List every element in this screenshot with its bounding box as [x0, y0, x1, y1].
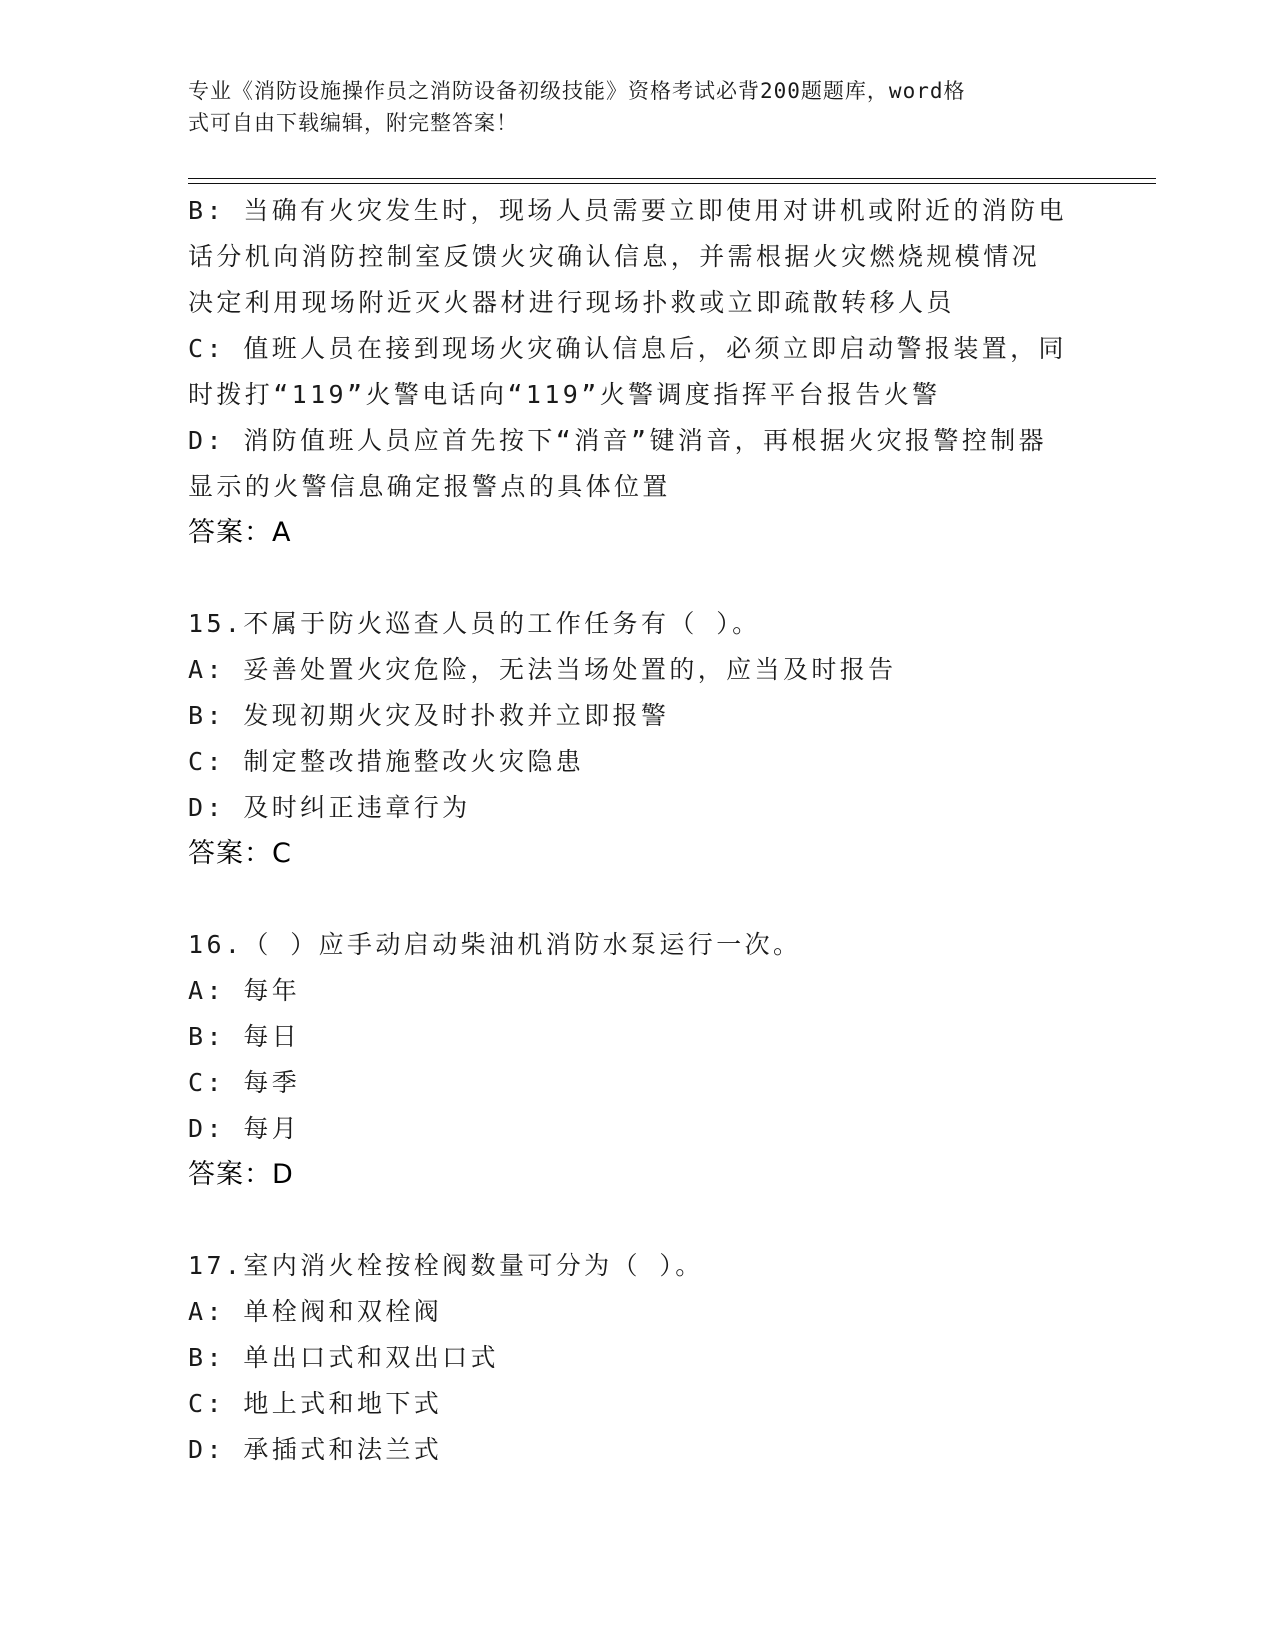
header-divider-top [188, 178, 1156, 179]
answer-text: 答案：D [188, 1159, 294, 1190]
option-a: A: 单栓阀和双栓阀 [188, 1297, 443, 1326]
option-b: B: 发现初期火灾及时扑救并立即报警 [188, 701, 670, 730]
question-stem: 17.室内消火栓按栓阀数量可分为（ ）。 [188, 1251, 704, 1280]
question-stem: 16.（ ）应手动启动柴油机消防水泵运行一次。 [188, 930, 802, 959]
option-c: C: 地上式和地下式 [188, 1389, 443, 1418]
header-title-line-1: 专业《消防设施操作员之消防设备初级技能》资格考试必背200题题库，word格 [188, 79, 966, 103]
option-a: A: 每年 [188, 976, 301, 1005]
header-divider-bottom [188, 183, 1156, 184]
option-b-line-1: B: 当确有火灾发生时，现场人员需要立即使用对讲机或附近的消防电 [188, 196, 1067, 225]
option-b: B: 每日 [188, 1022, 301, 1051]
spacer [188, 1198, 1088, 1243]
question-stem: 15.不属于防火巡查人员的工作任务有（ ）。 [188, 609, 761, 638]
question-16 [188, 922, 1088, 1198]
question-content [188, 188, 1088, 1473]
spacer [188, 877, 1088, 922]
option-b-line-2: 话分机向消防控制室反馈火灾确认信息，并需根据火灾燃烧规模情况 [188, 242, 1041, 271]
option-c: C: 制定整改措施整改火灾隐患 [188, 747, 585, 776]
question-14-continued [188, 188, 1088, 556]
question-17 [188, 1243, 1088, 1473]
option-c: C: 每季 [188, 1068, 301, 1097]
document-header [188, 75, 1088, 139]
option-d-line-1: D: 消防值班人员应首先按下“消音”键消音，再根据火灾报警控制器 [188, 426, 1048, 455]
header-title-line-2: 式可自由下载编辑，附完整答案！ [188, 111, 518, 135]
option-c-line-1: C: 值班人员在接到现场火灾确认信息后，必须立即启动警报装置，同 [188, 334, 1067, 363]
spacer [188, 556, 1088, 601]
option-b-line-3: 决定利用现场附近灭火器材进行现场扑救或立即疏散转移人员 [188, 288, 955, 317]
option-a: A: 妥善处置火灾危险，无法当场处置的，应当及时报告 [188, 655, 897, 684]
option-c-line-2: 时拨打“119”火警电话向“119”火警调度指挥平台报告火警 [188, 380, 941, 409]
answer-text: 答案：C [188, 838, 292, 869]
option-d: D: 及时纠正违章行为 [188, 793, 471, 822]
option-d-line-2: 显示的火警信息确定报警点的具体位置 [188, 472, 671, 501]
option-b: B: 单出口式和双出口式 [188, 1343, 499, 1372]
answer-text: 答案：A [188, 517, 292, 548]
option-d: D: 每月 [188, 1114, 301, 1143]
option-d: D: 承插式和法兰式 [188, 1435, 443, 1464]
question-15 [188, 601, 1088, 877]
